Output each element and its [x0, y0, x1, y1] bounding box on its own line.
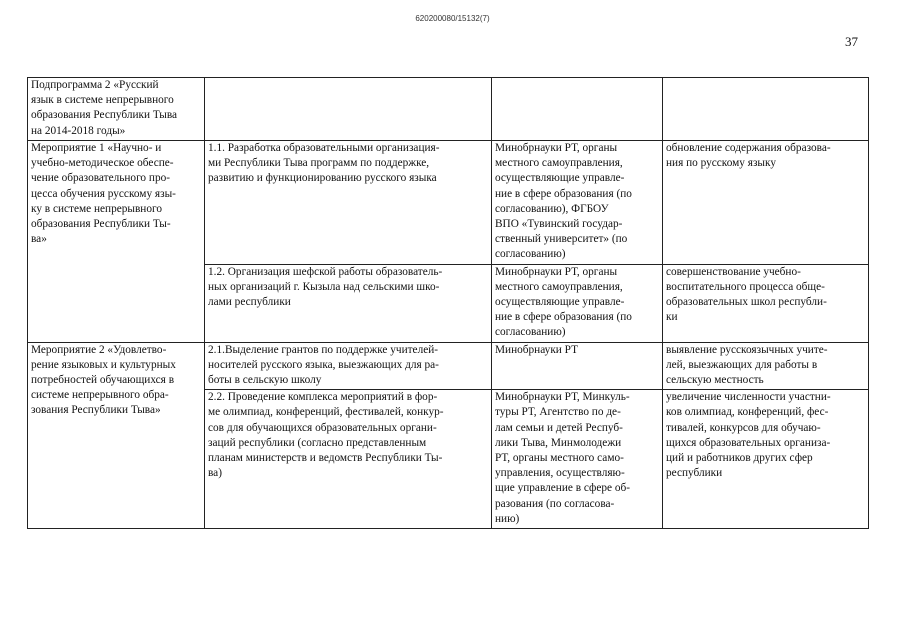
cell-text-line: щие управление в сфере об-: [495, 482, 630, 495]
cell-text-line: местного самоуправления,: [495, 157, 623, 170]
cell-text-line: ки: [666, 311, 678, 324]
responsible-1-2-cell: [492, 264, 663, 342]
measure-1-cell: [28, 141, 205, 343]
cell-text-line: нию): [495, 512, 520, 525]
cell-text-line: Мероприятие 1 «Научно- и: [31, 142, 162, 154]
subprogram-title-cell: [28, 78, 205, 141]
cell-text-line: чение образовательного про-: [31, 172, 170, 185]
responsible-2-2-cell: [492, 390, 663, 529]
cell-text-line: совершенствование учебно-: [666, 265, 801, 278]
cell-text-line: зования Республики Тыва»: [31, 404, 161, 417]
cell-text-line: Подпрограмма 2 «Русский: [31, 79, 159, 91]
empty-cell: [492, 78, 663, 141]
cell-text-line: осуществляющие управле-: [495, 172, 625, 185]
cell-text-line: ку в системе непрерывного: [31, 202, 163, 215]
cell-text-line: потребностей обучающихся в: [31, 374, 175, 387]
cell-text-line: 1.2. Организация шефской работы образователь-: [208, 265, 443, 278]
table-row: [28, 342, 869, 390]
cell-text-line: управления, осуществляю-: [495, 467, 625, 480]
cell-text-line: образования Республики Ты-: [31, 218, 171, 231]
cell-text-line: ВПО «Тувинский государ-: [495, 218, 623, 231]
cell-text-line: увеличение численности участни-: [666, 391, 831, 404]
cell-text-line: ме олимпиад, конференций, фестивалей, конкур-: [208, 406, 444, 419]
empty-cell: [663, 78, 869, 141]
cell-text-line: ва): [208, 467, 222, 480]
empty-cell: [205, 78, 492, 141]
cell-text-line: Минобрнауки РТ: [495, 343, 578, 356]
cell-text-line: Мероприятие 2 «Удовлетво-: [31, 343, 167, 356]
cell-text-line: сов для обучающихся образовательных органи-: [208, 421, 437, 434]
cell-text-line: воспитательного процесса обще-: [666, 280, 825, 293]
page-number: 37: [845, 34, 858, 49]
cell-text-line: системе непрерывного обра-: [31, 389, 169, 402]
cell-text-line: 1.1. Разработка образовательными организация-: [208, 142, 440, 154]
activity-1-2-cell: [205, 264, 492, 342]
cell-text-line: цесса обучения русскому язы-: [31, 187, 176, 200]
cell-text-line: выявление русскоязычных учите-: [666, 343, 828, 356]
activity-2-2-cell: [205, 390, 492, 529]
result-1-2-cell: [663, 264, 869, 342]
cell-text-line: планам министерств и ведомств Республики Ты-: [208, 452, 443, 465]
cell-text-line: тивалей, конкурсов для обучаю-: [666, 421, 821, 434]
responsible-2-1-cell: [492, 342, 663, 390]
cell-text-line: ва»: [31, 233, 47, 246]
cell-text-line: рение языковых и культурных: [31, 358, 176, 371]
cell-text-line: ственный университет» (по: [495, 233, 628, 246]
cell-text-line: носителей русского языка, выезжающих для ра-: [208, 358, 439, 371]
cell-text-line: ния по русскому языку: [666, 157, 777, 170]
cell-text-line: согласованию): [495, 326, 566, 339]
activity-2-1-cell: [205, 342, 492, 390]
cell-text-line: ми Республики Тыва программ по поддержке,: [208, 157, 430, 170]
result-1-1-cell: [663, 141, 869, 265]
cell-text-line: ние в сфере образования (по: [495, 187, 632, 200]
cell-text-line: согласованию), ФГБОУ: [495, 202, 609, 215]
cell-text-line: развитию и функционированию русского языка: [208, 172, 437, 185]
cell-text-line: на 2014-2018 годы»: [31, 124, 126, 137]
program-table: [27, 77, 869, 529]
cell-text-line: обновление содержания образова-: [666, 142, 831, 154]
cell-text-line: щихся образовательных организа-: [666, 436, 831, 449]
table-row: [28, 141, 869, 265]
document-id: 620200080/15132(7): [415, 14, 490, 23]
cell-text-line: Минобрнауки РТ, Минкуль-: [495, 391, 630, 404]
cell-text-line: сельскую местность: [666, 374, 764, 387]
activity-1-1-cell: [205, 141, 492, 265]
cell-text-line: ние в сфере образования (по: [495, 311, 632, 324]
cell-text-line: учебно-методическое обеспе-: [31, 157, 174, 170]
cell-text-line: ков олимпиад, конференций, фес-: [666, 406, 829, 419]
responsible-1-1-cell: [492, 141, 663, 265]
cell-text-line: образования Республики Тыва: [31, 109, 178, 122]
cell-text-line: лики Тыва, Минмолодежи: [495, 436, 622, 449]
measure-2-cell: [28, 342, 205, 528]
cell-text-line: образовательных школ республи-: [666, 296, 827, 309]
cell-text-line: заций республики (согласно представленным: [208, 436, 427, 449]
cell-text-line: республики: [666, 467, 723, 480]
cell-text-line: ций и работников других сфер: [666, 452, 813, 465]
cell-text-line: разования (по согласова-: [495, 497, 615, 510]
cell-text-line: местного самоуправления,: [495, 280, 623, 293]
cell-text-line: согласованию): [495, 248, 566, 261]
cell-text-line: Минобрнауки РТ, органы: [495, 265, 618, 278]
cell-text-line: боты в сельскую школу: [208, 374, 322, 387]
cell-text-line: лам семьи и детей Респуб-: [495, 421, 623, 434]
cell-text-line: ных организаций г. Кызыла над сельскими шко-: [208, 280, 440, 293]
table-row: [28, 78, 869, 141]
cell-text-line: осуществляющие управле-: [495, 296, 625, 309]
cell-text-line: лами республики: [208, 296, 291, 309]
cell-text-line: Минобрнауки РТ, органы: [495, 142, 618, 154]
cell-text-line: 2.1.Выделение грантов по поддержке учителей-: [208, 343, 439, 356]
cell-text-line: РТ, органы местного само-: [495, 452, 624, 465]
cell-text-line: туры РТ, Агентство по де-: [495, 406, 621, 419]
result-2-2-cell: [663, 390, 869, 529]
cell-text-line: язык в системе непрерывного: [31, 94, 174, 107]
cell-text-line: лей, выезжающих для работы в: [666, 358, 818, 371]
result-2-1-cell: [663, 342, 869, 390]
cell-text-line: 2.2. Проведение комплекса мероприятий в фор-: [208, 391, 438, 404]
